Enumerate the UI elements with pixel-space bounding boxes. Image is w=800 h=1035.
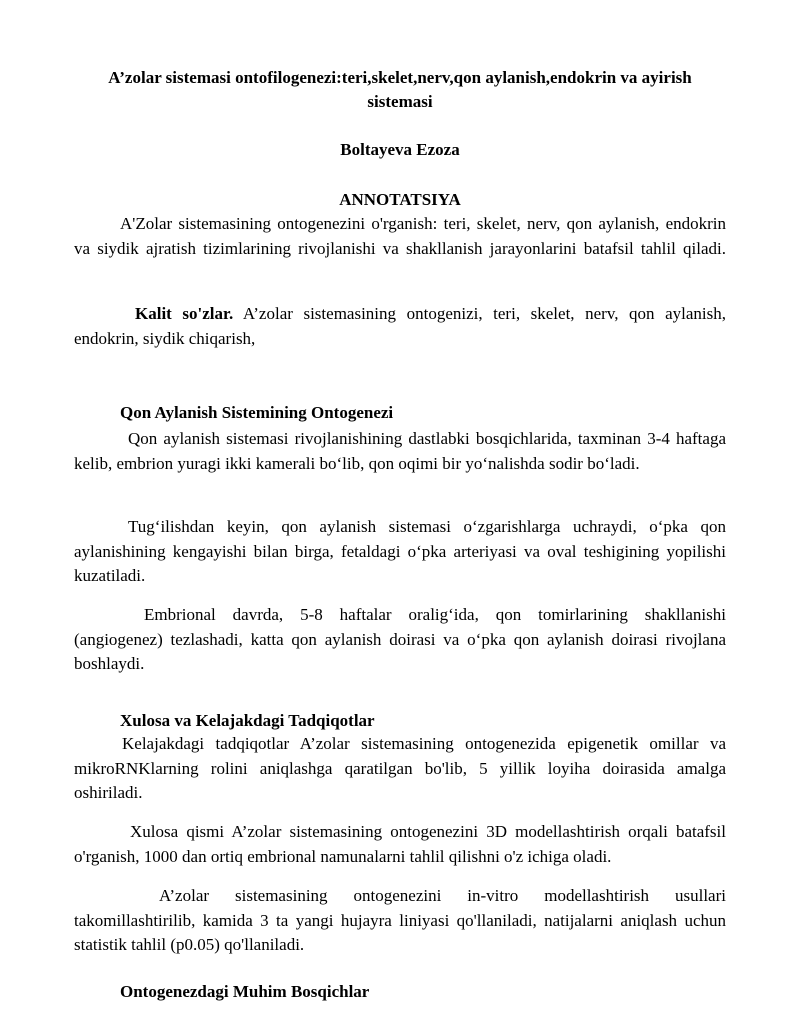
keywords-label: Kalit so'zlar.: [135, 304, 234, 323]
section-paragraph: Embrional davrda, 5-8 haftalar oralig‘ida, qon tomirlarining shakllanishi (angiogenez) tezlashadi, katta qon aylanish doirasi va o‘pka qon aylanish doirasi rivojlana boshlaydi.: [74, 605, 726, 673]
keywords-text: A’zolar sistemasining ontogenizi, teri, skelet, nerv, qon aylanish, endokrin, siydik chiqarish,: [74, 304, 726, 348]
section-heading: Xulosa va Kelajakdagi Tadqiqotlar: [120, 711, 375, 730]
section-paragraph: A’zolar sistemasining ontogenezini in-vitro modellashtirish usullari takomillashtirilib, kamida 3 ta yangi hujayra liniyasi qo'llaniladi, natijalarni aniqlash uchun statistik tahlil (p0.05) qo'llaniladi.: [74, 886, 726, 954]
annotation-heading: ANNOTATSIYA: [339, 190, 461, 209]
document-title: A’zolar sistemasi ontofilogenezi:teri,skelet,nerv,qon aylanish,endokrin va ayirish sistemasi: [108, 68, 692, 111]
section-paragraph: Tug‘ilishdan keyin, qon aylanish sistemasi o‘zgarishlarga uchraydi, o‘pka qon aylanishining kengayishi bilan birga, fetaldagi o‘pka arteriyasi va oval teshigining yopilishi kuzatiladi.: [74, 517, 726, 585]
section-paragraph: Xulosa qismi A’zolar sistemasining ontogenezini 3D modellashtirish orqali batafsil o'rganish, 1000 dan ortiq embrional namunalarni tahlil qilishni o'z ichiga oladi.: [74, 822, 726, 866]
keywords-paragraph: [74, 302, 726, 351]
annotation-text: A'Zolar sistemasining ontogenezini o'rganish: teri, skelet, nerv, qon aylanish, endokrin va siydik ajratish tizimlarining rivojlanishi va shakllanish jarayonlarini batafsil tahlil qiladi.: [74, 214, 726, 258]
author-name: Boltayeva Ezoza: [340, 140, 460, 159]
section-heading: Ontogenezdagi Muhim Bosqichlar: [120, 982, 370, 1001]
section-paragraph: Kelajakdagi tadqiqotlar A’zolar sistemasining ontogenezida epigenetik omillar va mikroRNKlarning rolini aniqlashga qaratilgan bo'lib, 5 yillik loyiha doirasida amalga oshiriladi.: [74, 734, 726, 802]
section-paragraph: Qon aylanish sistemasi rivojlanishining dastlabki bosqichlarida, taxminan 3-4 haftaga kelib, embrion yuragi ikki kamerali bo‘lib, qon oqimi bir yo‘nalishda sodir bo‘ladi.: [74, 429, 726, 473]
section-heading: Qon Aylanish Sistemining Ontogenezi: [120, 403, 394, 422]
